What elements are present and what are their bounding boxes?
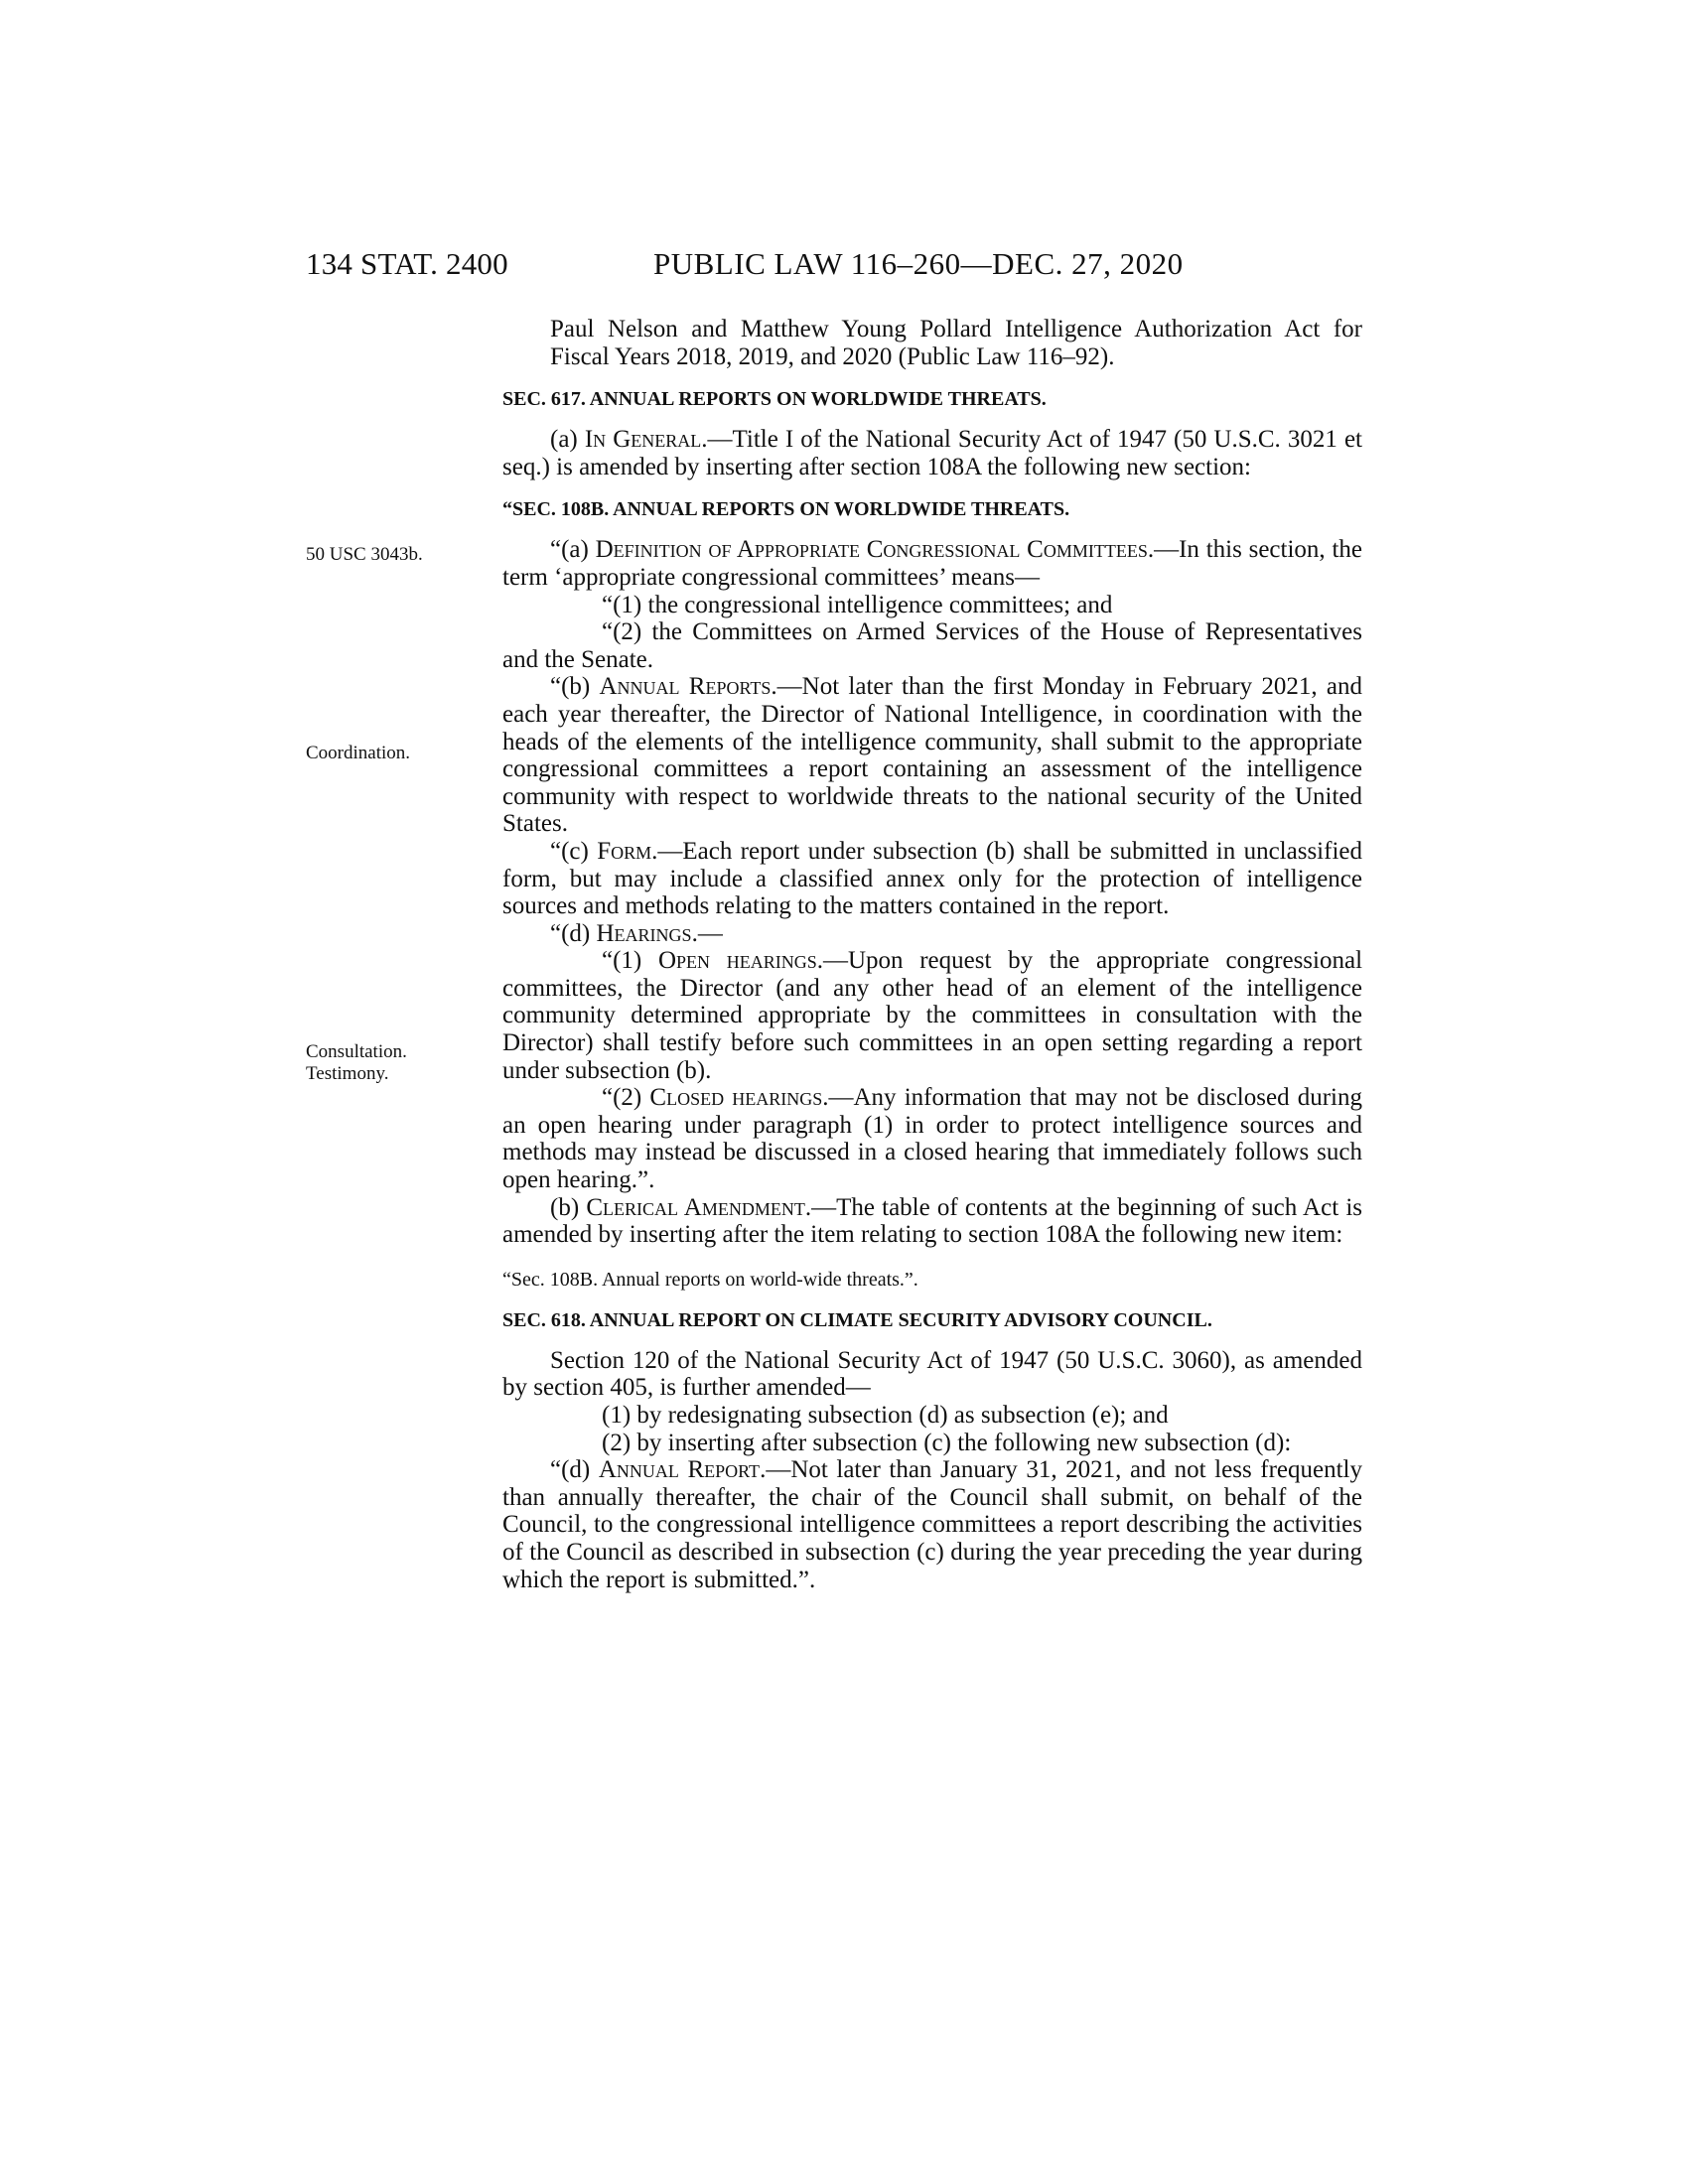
section-618-item-1: (1) by redesignating subsection (d) as subsection (e); and	[602, 1402, 1169, 1429]
clerical-lead: (b)	[550, 1193, 587, 1221]
subsection-c-form	[502, 838, 1362, 920]
section-617-heading: SEC. 617. ANNUAL REPORTS ON WORLDWIDE THREATS.	[502, 388, 1047, 411]
paragraph-b-clerical-amendment	[502, 1194, 1362, 1249]
section-618-text: Section 120 of the National Security Act of 1947 (50 U.S.C. 3060), as amended by section 405, is further amended—	[502, 1346, 1362, 1402]
closed-hearings-heading: Closed hearings	[649, 1084, 823, 1112]
subsection-b-text: .—Not later than the first Monday in February 2021, and each year thereafter, the Director of National Intelligence, in coordination with the heads of the elements of the intelligence community, shall submit to the appropriate congressional committees a report containing an assessment of the intelligence community with respect to worldwide threats to the national security of the United States.	[502, 673, 1362, 838]
subsection-a-definition	[502, 536, 1362, 591]
document-body	[502, 316, 1362, 1593]
paragraph-a-text: .—Title I of the National Security Act of 1947 (50 U.S.C. 3021 et seq.) is amended by inserting after section 108A the following new section:	[502, 426, 1362, 480]
intro-continuation: Paul Nelson and Matthew Young Pollard Intelligence Authorization Act for Fiscal Years 2018, 2019, and 2020 (Public Law 116–92).	[550, 316, 1362, 370]
table-of-contents-item: “Sec. 108B. Annual reports on world-wide threats.”.	[502, 1268, 918, 1291]
margin-note-testimony: Testimony.	[306, 1063, 389, 1084]
annual-report-heading: Annual Report	[598, 1456, 761, 1484]
annual-report-text: .—Not later than January 31, 2021, and not less frequently than annually thereafter, the chair of the Council shall submit, on behalf of the Council, to the congressional intelligence committees a report describing the activities of the Council as described in subsection (c) during the year preceding the year during which the report is submitted.”.	[502, 1456, 1362, 1593]
subsection-c-text: .—Each report under subsection (b) shall be submitted in unclassified form, but may include a classified annex only for the protection of intelligence sources and methods relating to the matters contained in the report.	[502, 837, 1362, 920]
definition-lead: “(a)	[550, 536, 596, 564]
definition-text: .—In this section, the term ‘appropriate congressional committees’ means—	[502, 536, 1362, 591]
section-618-heading: SEC. 618. ANNUAL REPORT ON CLIMATE SECURITY ADVISORY COUNCIL.	[502, 1308, 1212, 1331]
open-hearings-text: .—Upon request by the appropriate congressional committees, the Director (and any other head of an element of the intelligence community determined appropriate by the committees in consultation with the Director) shall testify before such committees in an open setting regarding a report under subsection (b).	[502, 947, 1363, 1084]
margin-note-coordination: Coordination.	[306, 743, 411, 763]
margin-note-consultation-testimony	[306, 1041, 475, 1085]
closed-hearings-text: .—Any information that may not be disclosed during an open hearing under paragraph (1) in order to protect intelligence sources and methods may instead be discussed in a closed hearing that immediately follows such open hearing.”.	[502, 1084, 1362, 1194]
closed-hearings-lead: “(2)	[602, 1084, 650, 1112]
open-hearings-lead: “(1)	[602, 947, 658, 975]
subsection-b-annual-reports	[502, 673, 1362, 838]
subsection-b-lead: “(b)	[550, 673, 600, 701]
public-law-header: PUBLIC LAW 116–260—DEC. 27, 2020	[653, 246, 1184, 281]
paragraph-a-lead: (a)	[550, 426, 585, 454]
definition-item-2: “(2) the Committees on Armed Services of the House of Representatives and the Senate.	[502, 618, 1362, 673]
subsection-c-lead: “(c)	[550, 837, 598, 865]
hearings-item-1-open	[502, 947, 1362, 1084]
margin-note-usc: 50 USC 3043b.	[306, 544, 423, 565]
margin-note-consultation: Consultation.	[306, 1041, 407, 1062]
subsection-d-annual-report	[502, 1456, 1362, 1593]
subsection-d-lead: “(d)	[550, 919, 597, 947]
subsection-c-heading: Form	[597, 837, 652, 865]
annual-report-lead: “(d)	[550, 1456, 599, 1484]
subsection-b-heading: Annual Reports	[599, 673, 772, 701]
subsection-d-hearings	[502, 920, 1362, 948]
paragraph-a-heading: In General	[584, 426, 702, 454]
clerical-text: .—The table of contents at the beginning of such Act is amended by inserting after the item relating to section 108A the following new item:	[502, 1193, 1363, 1249]
section-108b-heading: “SEC. 108B. ANNUAL REPORTS ON WORLDWIDE THREATS.	[502, 498, 1070, 521]
subsection-d-text: .—	[691, 919, 723, 947]
clerical-heading: Clerical Amendment	[586, 1193, 805, 1221]
section-618-item-2: (2) by inserting after subsection (c) the following new subsection (d):	[602, 1429, 1292, 1456]
hearings-item-2-closed	[502, 1084, 1362, 1193]
definition-item-1: “(1) the congressional intelligence committees; and	[602, 591, 1113, 618]
open-hearings-heading: Open hearings	[657, 947, 817, 975]
statute-page-number: 134 STAT. 2400	[306, 246, 508, 281]
paragraph-a-in-general	[502, 426, 1362, 480]
subsection-d-heading: Hearings	[596, 919, 692, 947]
definition-heading: Definition of Appropriate Congressional Committees	[595, 536, 1148, 564]
